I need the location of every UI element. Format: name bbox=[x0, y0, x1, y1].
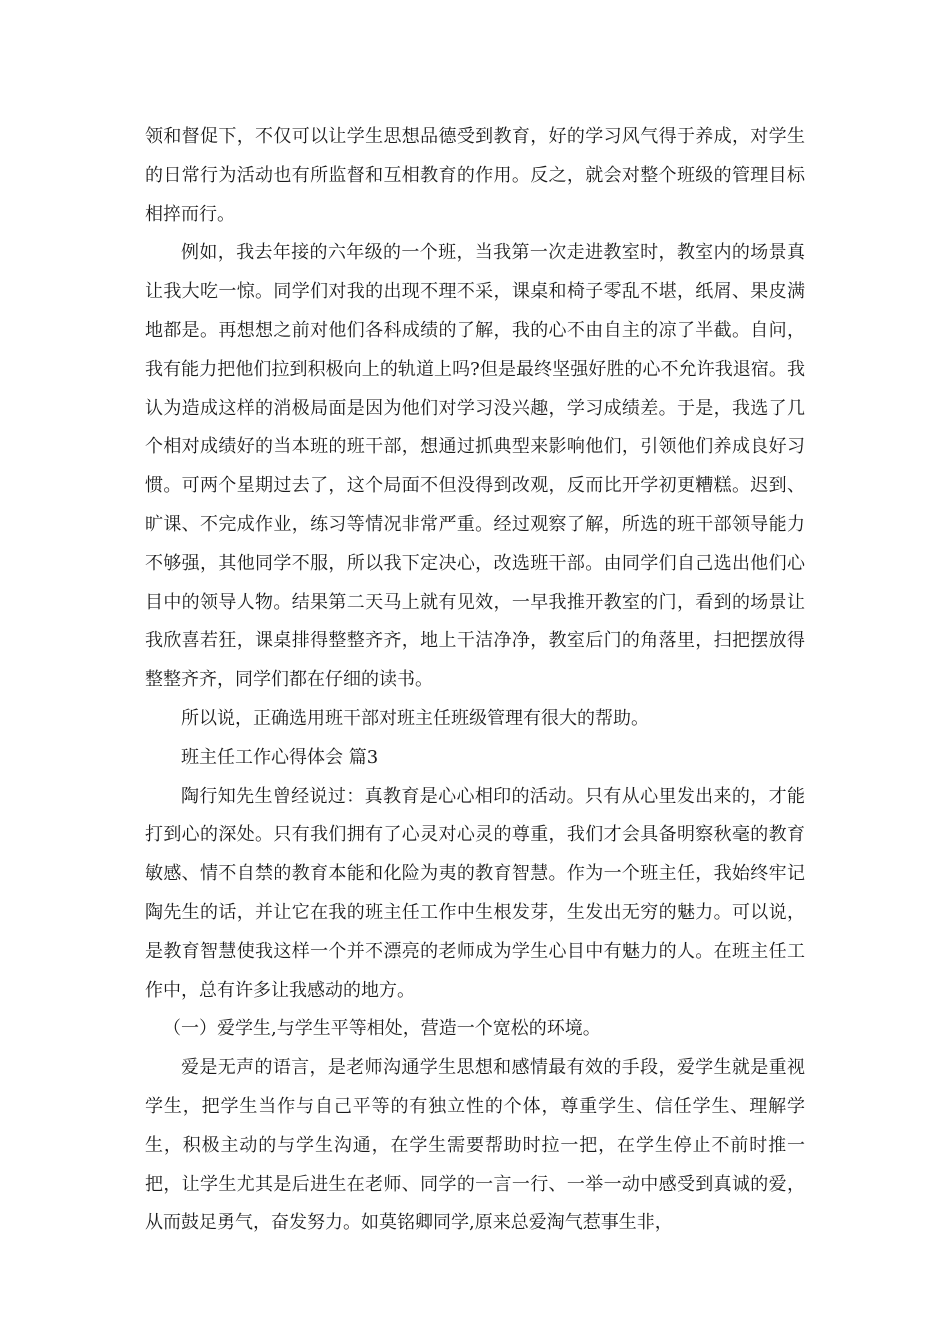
subheading-love-students: （一）爱学生,与学生平等相处，营造一个宽松的环境。 bbox=[163, 1018, 601, 1040]
paragraph-love: 爱是无声的语言，是老师沟通学生思想和感情最有效的手段，爱学生就是重视学生，把学生当作与自己平等的有独立性的个体，尊重学生、信任学生、理解学生，积极主动的与学生沟通，在学生需要帮助时拉一把，在学生停止不前时推一把，让学生尤其是后进生在老师、同学的一言一行、一举一动中感受到真诚的爱，从而鼓足勇气，奋发努力。如莫铭卿同学,原来总爱淘气惹事生非， bbox=[145, 1057, 805, 1234]
paragraph-example: 例如，我去年接的六年级的一个班，当我第一次走进教室时，教室内的场景真让我大吃一惊。同学们对我的出现不理不采，课桌和椅子零乱不堪，纸屑、果皮满地都是。再想想之前对他们各科成绩的了解，我的心不由自主的凉了半截。自问，我有能力把他们拉到积极向上的轨道上吗?但是最终坚强好胜的心不允许我退宿。我认为造成这样的消极局面是因为他们对学习没兴趣，学习成绩差。于是，我选了几个相对成绩好的当本班的班干部，想通过抓典型来影响他们，引领他们养成良好习惯。可两个星期过去了，这个局面不但没得到改观，反而比开学初更糟糕。迟到、旷课、不完成作业，练习等情况非常严重。经过观察了解，所选的班干部领导能力不够强，其他同学不服，所以我下定决心，改选班干部。由同学们自己选出他们心目中的领导人物。结果第二天马上就有见效，一早我推开教室的门，看到的场景让我欣喜若狂，课桌排得整整齐齐，地上干洁净净，教室后门的角落里，扫把摆放得整整齐齐，同学们都在仔细的读书。 bbox=[145, 242, 805, 691]
paragraph-tao-xingzhi: 陶行知先生曾经说过：真教育是心心相印的活动。只有从心里发出来的，才能打到心的深处。只有我们拥有了心灵对心灵的尊重，我们才会具备明察秋毫的教育敏感、情不自禁的教育本能和化险为夷的教育智慧。作为一个班主任，我始终牢记陶先生的话，并让它在我的班主任工作中生根发芽，生发出无穷的魅力。可以说，是教育智慧使我这样一个并不漂亮的老师成为学生心目中有魅力的人。在班主任工作中，总有许多让我感动的地方。 bbox=[145, 785, 805, 1001]
paragraph-conclusion: 所以说，正确选用班干部对班主任班级管理有很大的帮助。 bbox=[181, 707, 649, 729]
document-body bbox=[145, 118, 805, 1243]
paragraph-continuation: 领和督促下，不仅可以让学生思想品德受到教育，好的学习风气得于养成，对学生的日常行为活动也有所监督和互相教育的作用。反之，就会对整个班级的管理目标相捽而行。 bbox=[145, 126, 805, 225]
section-heading: 班主任工作心得体会 篇3 bbox=[181, 746, 379, 768]
